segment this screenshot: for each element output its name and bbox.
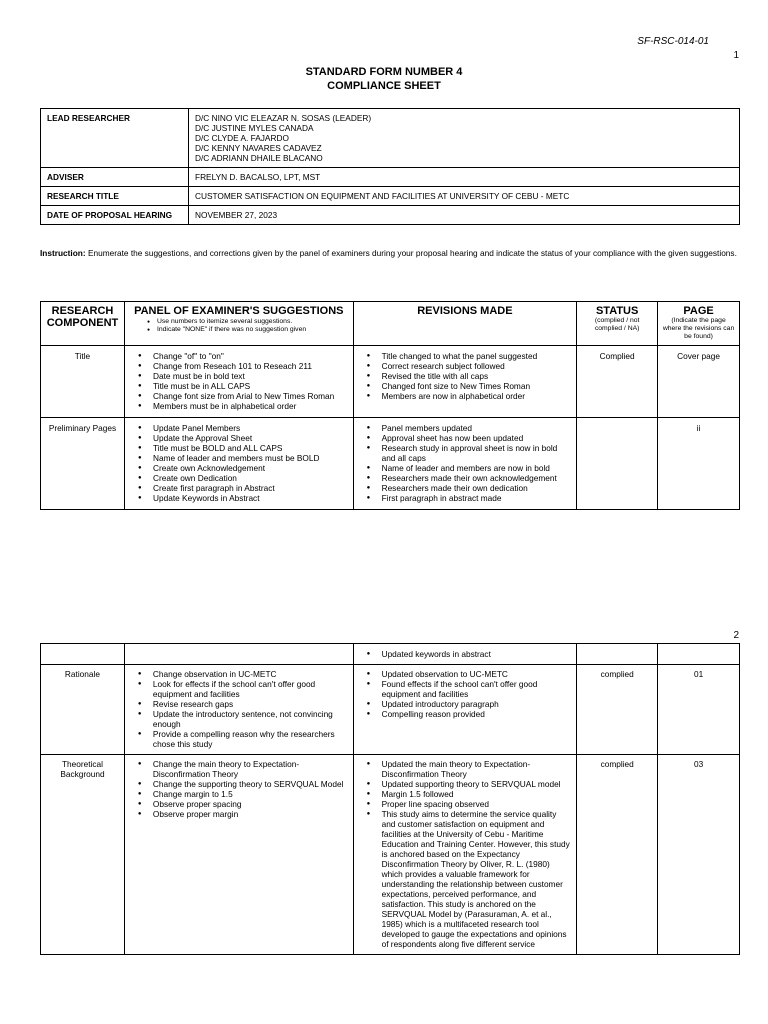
page-gap — [0, 612, 768, 626]
page-number: 2 — [733, 630, 739, 641]
page-cell: 03 — [658, 755, 740, 955]
lead-researcher-values — [189, 109, 740, 168]
revision-item: ● Panel members updated — [358, 423, 573, 433]
revision-item: ● Correct research subject followed — [358, 361, 573, 371]
revision-item: ● Name of leader and members are now in bold — [358, 463, 573, 473]
status-cell: complied — [577, 665, 658, 755]
suggestion-item: ● Update the Approval Sheet — [129, 433, 349, 443]
research-title-value: CUSTOMER SATISFACTION ON EQUIPMENT AND FACILITIES AT UNIVERSITY OF CEBU - METC — [189, 187, 740, 206]
suggestions-cell — [124, 644, 353, 665]
status-cell — [577, 644, 658, 665]
suggestion-item: ● Change font size from Arial to New Times Roman — [129, 391, 349, 401]
suggestion-item: ● Change the supporting theory to SERVQUAL Model — [129, 779, 349, 789]
revision-item: ● Updated introductory paragraph — [358, 699, 573, 709]
suggestion-item: ● Change margin to 1.5 — [129, 789, 349, 799]
header-page: PAGE (Indicate the page where the revisions can be found) — [658, 302, 740, 346]
hearing-date-value: NOVEMBER 27, 2023 — [189, 206, 740, 225]
researcher-name: D/C CLYDE A. FAJARDO — [195, 133, 289, 143]
suggestion-item: ● Update Panel Members — [129, 423, 349, 433]
adviser-row — [41, 168, 740, 187]
compliance-table-continued — [40, 643, 740, 955]
form-title: STANDARD FORM NUMBER 4 — [305, 66, 463, 78]
suggestion-item: ● Change the main theory to Expectation-Disconfirmation Theory — [129, 759, 349, 779]
header-suggestions: PANEL OF EXAMINER'S SUGGESTIONS ● Use numbers to itemize several suggestions. ● Indicate "NONE" if there was no suggestion given — [124, 302, 353, 346]
revision-item: ● Updated keywords in abstract — [358, 649, 573, 659]
researcher-name: D/C KENNY NAVARES CADAVEZ — [195, 143, 322, 153]
suggestion-item: ● Provide a compelling reason why the researchers chose this study — [129, 729, 349, 749]
revision-item: ● Compelling reason provided — [358, 709, 573, 719]
component-cell: Preliminary Pages — [41, 418, 125, 510]
compliance-header-row — [41, 302, 740, 346]
page-cell: 01 — [658, 665, 740, 755]
revision-item: ● Revised the title with all caps — [358, 371, 573, 381]
revisions-cell — [353, 346, 577, 418]
suggestion-item: ● Change from Reseach 101 to Reseach 211 — [129, 361, 349, 371]
suggestion-item: ● Create first paragraph in Abstract — [129, 483, 349, 493]
instruction-text — [40, 247, 740, 260]
revision-item: ● Proper line spacing observed — [358, 799, 573, 809]
compliance-row-preliminary-pages — [41, 418, 740, 510]
page-cell: Cover page — [658, 346, 740, 418]
revision-item: ● This study aims to determine the service quality and customer satisfaction on equipment and facilities at the University of Cebu - Maritime Education and Training Center. However, this study is anchored based on the Expectancy Disconfirmation Theory by Oliver, R. L. (1980) which provides a valuable framework for understanding the relationship between customer expectations, perceived performance, and satisfaction. This study is anchored on the SERVQUAL Model by (Parasuraman, A. et al., 1985) which is a multifaceted research tool developed to gauge the expectations and opinions of respondents along five different service — [358, 809, 573, 949]
revision-item: ● Changed font size to New Times Roman — [358, 381, 573, 391]
revision-item: ● Updated the main theory to Expectation-Disconfirmation Theory — [358, 759, 573, 779]
revision-item: ● Margin 1.5 followed — [358, 789, 573, 799]
suggestion-item: ● Title must be in ALL CAPS — [129, 381, 349, 391]
compliance-row-title — [41, 346, 740, 418]
suggestions-cell — [124, 418, 353, 510]
page-cell — [658, 644, 740, 665]
instruction-body: Enumerate the suggestions, and corrections given by the panel of examiners during your proposal hearing and indicate the status of your compliance with the given suggestions. — [85, 248, 737, 258]
hearing-date-label: DATE OF PROPOSAL HEARING — [41, 206, 189, 225]
component-cell: Theoretical Background — [41, 755, 125, 955]
header-research-component: RESEARCH COMPONENT — [41, 302, 125, 346]
component-cell: Title — [41, 346, 125, 418]
revision-item: ● Found effects if the school can't offer good equipment and facilities — [358, 679, 573, 699]
suggestion-item: ● Name of leader and members must be BOLD — [129, 453, 349, 463]
revisions-cell — [353, 755, 577, 955]
header-status: STATUS (complied / not complied / NA) — [577, 302, 658, 346]
revision-item: ● Updated observation to UC-METC — [358, 669, 573, 679]
adviser-value: FRELYN D. BACALSO, LPT, MST — [189, 168, 740, 187]
hearing-date-row — [41, 206, 740, 225]
revision-item: ● Approval sheet has now been updated — [358, 433, 573, 443]
suggestion-item: ● Update Keywords in Abstract — [129, 493, 349, 503]
suggestions-cell — [124, 665, 353, 755]
revision-item: ● Research study in approval sheet is now in bold and all caps — [358, 443, 573, 463]
suggestion-item: ● Revise research gaps — [129, 699, 349, 709]
compliance-row-rationale — [41, 665, 740, 755]
revision-item: ● First paragraph in abstract made — [358, 493, 573, 503]
suggestion-item: ● Title must be BOLD and ALL CAPS — [129, 443, 349, 453]
adviser-label: ADVISER — [41, 168, 189, 187]
researcher-info-table — [40, 108, 740, 225]
form-code: SF-RSC-014-01 — [637, 36, 709, 47]
form-subtitle: COMPLIANCE SHEET — [327, 80, 441, 92]
researcher-name: D/C ADRIANN DHAILE BLACANO — [195, 153, 323, 163]
status-cell: complied — [577, 755, 658, 955]
status-cell — [577, 418, 658, 510]
revisions-cell — [353, 418, 577, 510]
researcher-name: D/C NINO VIC ELEAZAR N. SOSAS (LEADER) — [195, 113, 372, 123]
header-page-note: (Indicate the page where the revisions can be found) — [662, 317, 735, 340]
suggestion-item: ● Create own Acknowledgement — [129, 463, 349, 473]
page-number: 1 — [733, 50, 739, 61]
header-note: ● Indicate "NONE" if there was no suggestion given — [147, 326, 349, 334]
compliance-row-continued — [41, 644, 740, 665]
suggestion-item: ● Look for effects if the school can't offer good equipment and facilities — [129, 679, 349, 699]
header-revisions: REVISIONS MADE — [353, 302, 577, 346]
suggestions-cell — [124, 755, 353, 955]
header-suggestions-notes — [129, 318, 349, 334]
instruction-label: Instruction: — [40, 248, 86, 258]
research-title-row — [41, 187, 740, 206]
revision-item: ● Members are now in alphabetical order — [358, 391, 573, 401]
revision-item: ● Title changed to what the panel suggested — [358, 351, 573, 361]
header-status-note: (complied / not complied / NA) — [594, 317, 640, 332]
suggestion-item: ● Create own Dedication — [129, 473, 349, 483]
suggestion-item: ● Date must be in bold text — [129, 371, 349, 381]
component-cell — [41, 644, 125, 665]
researcher-name: D/C JUSTINE MYLES CANADA — [195, 123, 314, 133]
suggestion-item: ● Members must be in alphabetical order — [129, 401, 349, 411]
revisions-cell — [353, 644, 577, 665]
revisions-cell — [353, 665, 577, 755]
suggestion-item: ● Update the introductory sentence, not convincing enough — [129, 709, 349, 729]
component-cell: Rationale — [41, 665, 125, 755]
suggestion-item: ● Observe proper spacing — [129, 799, 349, 809]
research-title-label: RESEARCH TITLE — [41, 187, 189, 206]
status-cell: Complied — [577, 346, 658, 418]
suggestion-item: ● Change observation in UC-METC — [129, 669, 349, 679]
header-note: ● Use numbers to itemize several suggestions. — [147, 318, 349, 326]
lead-researcher-row — [41, 109, 740, 168]
page-cell: ii — [658, 418, 740, 510]
revision-item: ● Updated supporting theory to SERVQUAL model — [358, 779, 573, 789]
compliance-row-theoretical-background — [41, 755, 740, 955]
suggestion-item: ● Observe proper margin — [129, 809, 349, 819]
lead-researcher-label: LEAD RESEARCHER — [41, 109, 189, 168]
suggestion-item: ● Change "of" to "on" — [129, 351, 349, 361]
revision-item: ● Researchers made their own acknowledgement — [358, 473, 573, 483]
revision-item: ● Researchers made their own dedication — [358, 483, 573, 493]
compliance-table — [40, 301, 740, 510]
suggestions-cell — [124, 346, 353, 418]
